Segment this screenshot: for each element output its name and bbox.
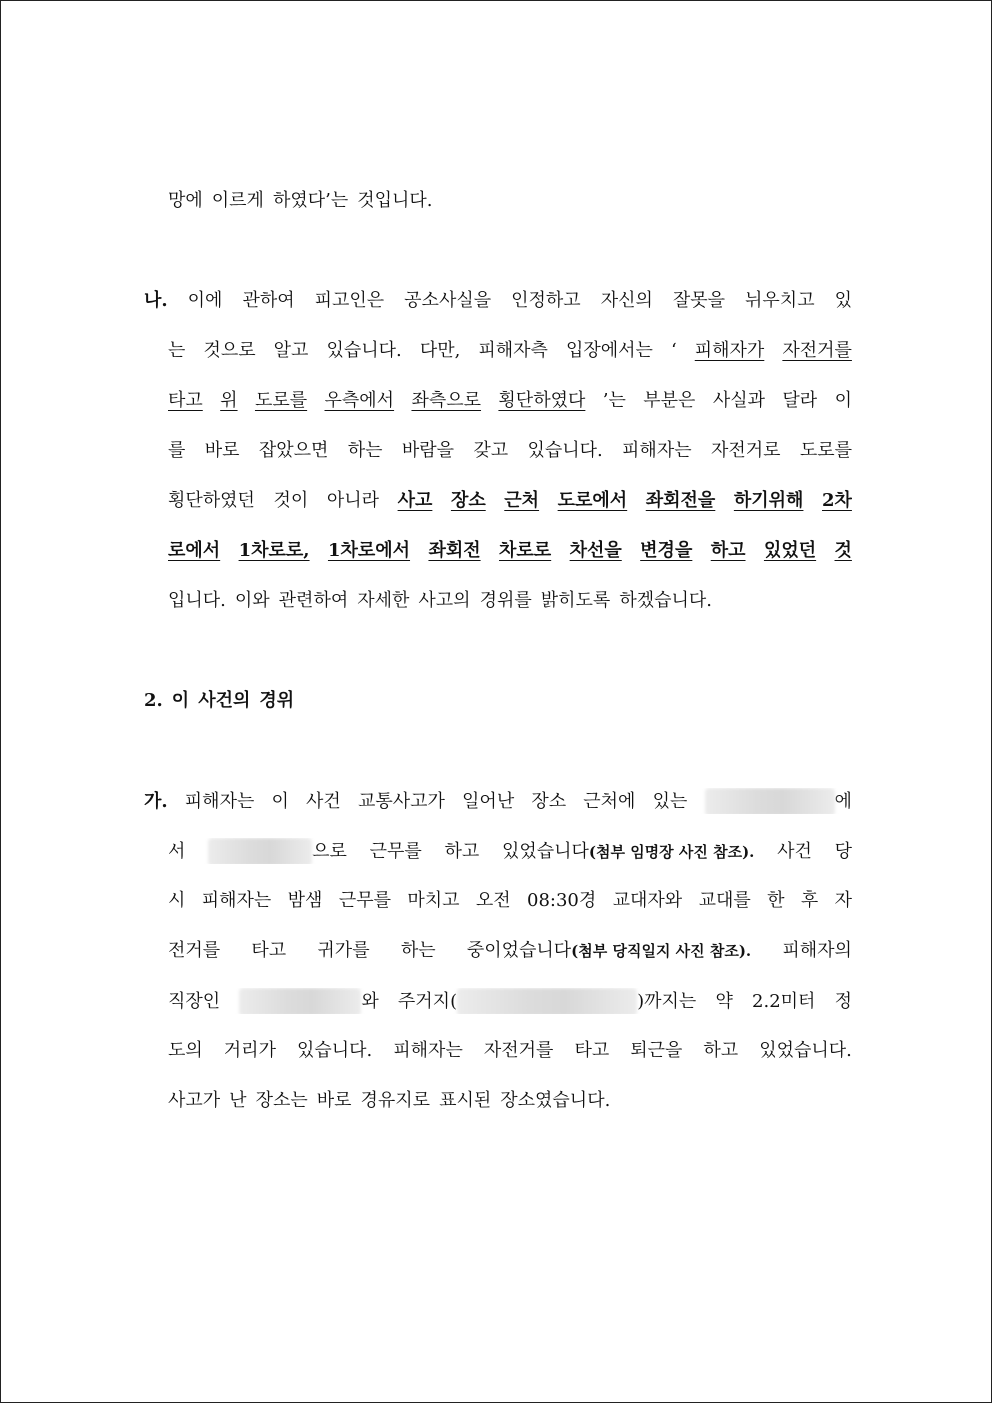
word: 한 (767, 890, 785, 911)
word: 관련하여 (278, 590, 349, 611)
word: 마치고 (407, 890, 460, 911)
word: 하는 (347, 440, 383, 461)
word: 잡았으면 (258, 440, 329, 461)
word: 를 (168, 440, 186, 461)
list-marker-ga: 가. (144, 791, 168, 812)
underlined-word: 우측에서 (324, 390, 395, 411)
word: 하겠습니다. (619, 590, 712, 611)
word: 퇴근을 (630, 1040, 683, 1061)
word: 사실과 (712, 390, 766, 411)
word: 주거지( (397, 991, 458, 1012)
word: 자전거로 (710, 440, 781, 461)
word: 표시된 (439, 1090, 492, 1111)
word: 있습니다. (527, 440, 603, 461)
word: 이 (271, 791, 289, 812)
bold-underlined-word: 차선을 (569, 540, 622, 561)
word: 교통사고가 (357, 791, 445, 812)
word: 이와 (234, 590, 270, 611)
underlined-word: 도로를 (254, 390, 308, 411)
underlined-word: 타고 (168, 390, 203, 411)
bold-underlined-word: 변경을 (640, 540, 693, 561)
bold-underlined-word: 근처 (504, 490, 540, 511)
word: 도의 (168, 1040, 203, 1061)
word: 이르게 (211, 190, 264, 211)
word: 피해자측 (478, 340, 548, 361)
bold-underlined-word: 1차로에서 (327, 540, 411, 561)
word: 이 (834, 390, 852, 411)
redacted-block (705, 788, 835, 814)
redacted-block (239, 988, 361, 1014)
word: 잘못을 (672, 290, 726, 311)
bold-underlined-word: 있었던 (763, 540, 817, 561)
word: 피해자는 (622, 440, 692, 461)
word: 경위를 (479, 590, 532, 611)
word: 자전거를 (483, 1040, 554, 1061)
word: 전거를 (168, 940, 221, 961)
redacted-block (208, 838, 312, 864)
word: 자신의 (600, 290, 653, 311)
word: 교대자와 (612, 890, 683, 911)
word: 있 (834, 290, 852, 311)
word: 장소 (531, 791, 567, 812)
word: 근무를 (338, 890, 391, 911)
word: 자 (834, 890, 852, 911)
word: 피해자는 (184, 791, 255, 812)
word: 것이 (273, 490, 309, 511)
word: 는 (168, 340, 186, 361)
paragraph-ga-line-5 (168, 988, 852, 1014)
word: 귀가를 (317, 940, 370, 961)
word: 직장인 (168, 991, 221, 1012)
word: 밝히도록 (540, 590, 611, 611)
paragraph-ga-line-2 (168, 838, 852, 864)
word: 에 (834, 791, 852, 812)
bold-underlined-word: 하기위해 (733, 490, 804, 511)
paragraph-ga-line-4 (168, 938, 852, 964)
bold-underlined-word: 차로로 (499, 540, 552, 561)
paragraph-na-line-1 (144, 288, 852, 314)
word: 오전 (475, 890, 511, 911)
redacted-block (457, 988, 637, 1014)
word: 피해자는 (393, 1040, 463, 1061)
word: 근처에 (583, 791, 636, 812)
bold-underlined-word: 좌회전 (428, 540, 481, 561)
word: 알고 (273, 340, 309, 361)
word: 것입니다. (357, 190, 433, 211)
word: 있습니다. (296, 1040, 373, 1061)
word: 08:30경 (527, 890, 597, 911)
paragraph-na-line-5 (168, 488, 852, 514)
word: 경위 (259, 690, 295, 711)
word: 이에 (187, 290, 223, 311)
word: 약 (715, 991, 733, 1012)
word: 뉘우치고 (745, 290, 815, 311)
word: 피해자의 (782, 940, 852, 961)
word: 근무를 (369, 841, 422, 862)
word: 경유지로 (360, 1090, 431, 1111)
word: 것으로 (203, 340, 256, 361)
underlined-word: 피해자가 (694, 340, 765, 361)
word: 정 (834, 991, 852, 1012)
word: 관하여 (242, 290, 295, 311)
word: 중이었습니다 (466, 940, 572, 961)
word: ’는 (602, 390, 626, 411)
bold-underlined-word: 1차로로, (238, 540, 310, 561)
word: 밤샘 (287, 890, 323, 911)
word: 이 (171, 690, 190, 711)
bold-underlined-word: 사고 (397, 490, 433, 511)
word: 하고 (444, 841, 480, 862)
word: 사고가 (168, 1090, 221, 1111)
paragraph-ga-line-1 (144, 788, 852, 814)
word: 시 (168, 890, 186, 911)
paragraph-ga-line-3 (168, 888, 852, 914)
bold-underlined-word: 것 (834, 540, 852, 561)
paragraph-ga-line-6 (168, 1038, 852, 1064)
word: 도로를 (799, 440, 852, 461)
word: 피해자는 (201, 890, 272, 911)
word: 난 (229, 1090, 247, 1111)
word: 부분은 (643, 390, 696, 411)
word: 공소사실을 (404, 290, 492, 311)
bold-underlined-word: 도로에서 (557, 490, 628, 511)
word: 후 (800, 890, 819, 911)
word: 사건의 (198, 690, 251, 711)
underlined-word: 위 (220, 390, 238, 411)
section-heading (144, 688, 544, 714)
word: 2.2미터 (752, 991, 816, 1012)
bold-underlined-word: 장소 (450, 490, 486, 511)
word: 일어난 (462, 791, 515, 812)
underlined-word: 자전거를 (782, 340, 852, 361)
underlined-word: 좌측으로 (411, 390, 482, 411)
paragraph-na-line-3 (168, 388, 852, 414)
word: 망에 (168, 190, 203, 211)
paragraph-na-line-2 (168, 338, 852, 364)
list-marker-na: 나. (144, 290, 168, 311)
word: 피고인은 (314, 290, 385, 311)
paragraph-na-line-4 (168, 438, 852, 464)
word: 하였다’는 (272, 190, 349, 211)
word: 갖고 (473, 440, 509, 461)
word: 사고의 (418, 590, 471, 611)
word: 입니다. (168, 590, 226, 611)
word: 교대를 (698, 890, 751, 911)
word: 아니라 (326, 490, 380, 511)
underlined-word: 횡단하였다 (498, 390, 586, 411)
bold-underlined-word: 좌회전을 (645, 490, 716, 511)
word: 다만, (419, 340, 461, 361)
word: 있었습니다 (501, 841, 589, 862)
word: 바람을 (401, 440, 454, 461)
word: 입장에서는 (565, 340, 653, 361)
bold-underlined-word: 로에서 (168, 540, 221, 561)
word: 하고 (703, 1040, 739, 1061)
word: 자세한 (357, 590, 410, 611)
word: 사건 (306, 791, 341, 812)
word: ‘ (670, 340, 677, 361)
word: 바로 (204, 440, 240, 461)
word: 바로 (316, 1090, 352, 1111)
bold-underlined-word: 하고 (710, 540, 746, 561)
word: 당 (834, 841, 852, 862)
word: 서 (168, 841, 186, 862)
word: 있는 (652, 791, 688, 812)
word: 거리가 (223, 1040, 276, 1061)
word: 으로 (312, 841, 347, 862)
word: 횡단하였던 (168, 490, 255, 511)
word: 타고 (574, 1040, 610, 1061)
attachment-note: (첨부 당직일지 사진 참조). (571, 942, 752, 960)
paragraph-na-line-6 (168, 538, 852, 564)
word: 장소였습니다. (500, 1090, 611, 1111)
bold-underlined-word: 2차 (822, 490, 852, 511)
word: 있었습니다. (759, 1040, 852, 1061)
word: 인정하고 (511, 290, 581, 311)
paragraph-na-line-7 (168, 588, 852, 614)
word: 달라 (782, 390, 818, 411)
section-number: 2. (144, 690, 163, 711)
attachment-note: (첨부 임명장 사진 참조). (588, 843, 755, 861)
word: 장소는 (255, 1090, 308, 1111)
word: 하는 (400, 940, 436, 961)
word: 와 (361, 991, 379, 1012)
paragraph-ga-line-7 (168, 1088, 852, 1114)
word: 타고 (251, 940, 287, 961)
word: )까지는 (637, 991, 697, 1012)
paragraph-continuation-line (168, 188, 852, 214)
word: 있습니다. (326, 340, 402, 361)
word: 사건 (777, 841, 812, 862)
